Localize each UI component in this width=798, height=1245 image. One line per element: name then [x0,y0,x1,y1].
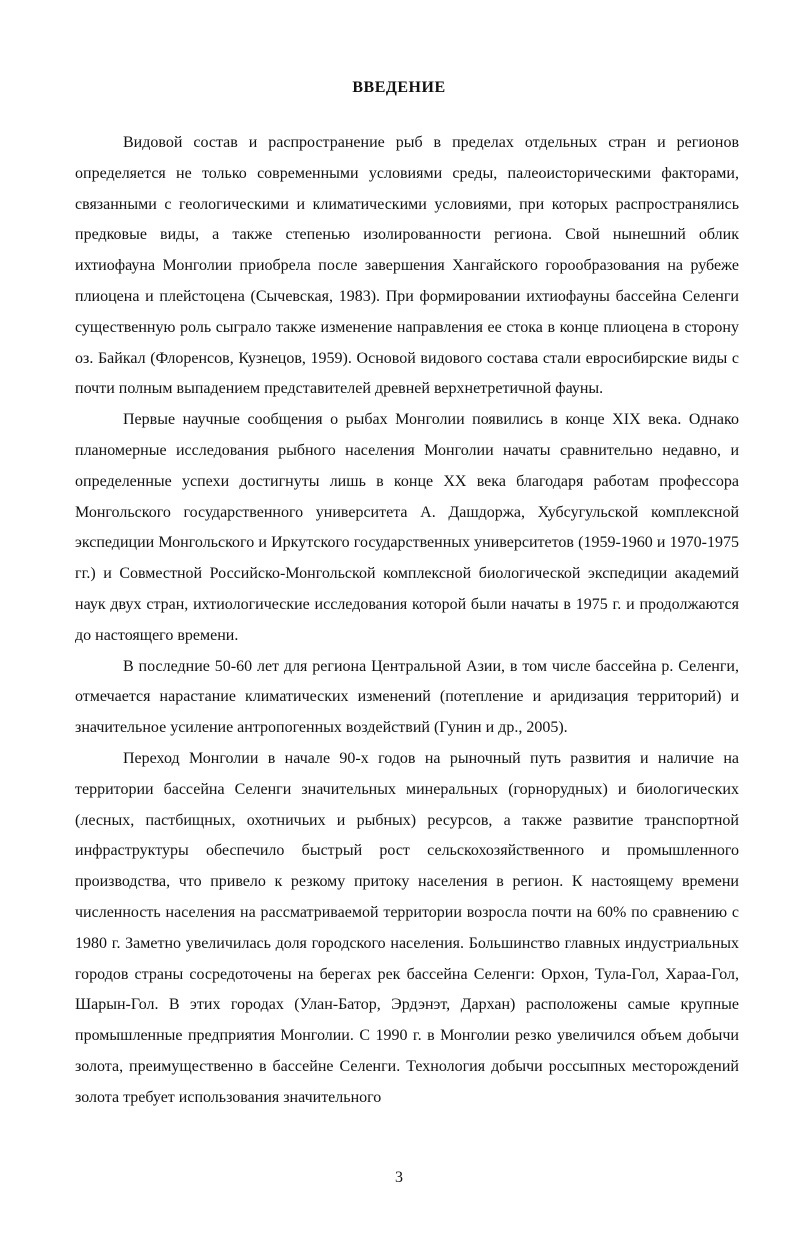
page-number: 3 [395,1169,403,1186]
paragraph-1: Видовой состав и распространение рыб в пределах отдельных стран и регионов определяется не только современными условиями среды, палеоисторическими факторами, связанными с геологическими и климатическими условиями, при которых распространялись предковые виды, а также степенью изолированности региона. Свой нынешний облик ихтиофауна Монголии приобрела после завершения Хангайского горообразования на рубеже плиоцена и плейстоцена (Сычевская, 1983). При формировании ихтиофауны бассейна Селенги существенную роль сыграло также изменение направления ее стока в конце плиоцена в сторону оз. Байкал (Флоренсов, Кузнецов, 1959). Основой видового состава стали евросибирские виды с почти полным выпадением представителей древней верхнетретичной фауны. [75,134,739,398]
page-title: ВВЕДЕНИЕ [352,79,446,96]
paragraph-4: Переход Монголии в начале 90-х годов на рыночный путь развития и наличие на территории бассейна Селенги значительных минеральных (горнорудных) и биологических (лесных, пастбищных, охотничьих и рыбных) ресурсов, а также развитие транспортной инфраструктуры обеспечило быстрый рост сельскохозяйственного и промышленного производства, что привело к резкому притоку населения в регион. К настоящему времени численность населения на рассматриваемой территории возросла почти на 60% по сравнению с 1980 г. Заметно увеличилась доля городского населения. Большинство главных индустриальных городов страны сосредоточены на берегах рек бассейна Селенги: Орхон, Тула-Гол, Хараа-Гол, Шарын-Гол. В этих городах (Улан-Батор, Эрдэнэт, Дархан) расположены самые крупные промышленные предприятия Монголии. С 1990 г. в Монголии резко увеличился объем добычи золота, преимущественно в бассейне Селенги. Технология добычи россыпных месторождений золота требует использования значительного [75,749,739,1106]
paragraph-2: Первые научные сообщения о рыбах Монголии появились в конце XIX века. Однако планомерные исследования рыбного населения Монголии начаты сравнительно недавно, и определенные успехи достигнуты лишь в конце XX века благодаря работам профессора Монгольского государственного университета А. Дашдоржа, Хубсугульской комплексной экспедиции Монгольского и Иркутского государственных университетов (1959-1960 и 1970-1975 гг.) и Совместной Российско-Монгольской комплексной биологической экспедиции академий наук двух стран, ихтиологические исследования которой были начаты в 1975 г. и продолжаются до настоящего времени. [75,411,739,644]
paragraph-3: В последние 50-60 лет для региона Центральной Азии, в том числе бассейна р. Селенги, отмечается нарастание климатических изменений (потепление и аридизация территорий) и значительное усиление антропогенных воздействий (Гунин и др., 2005). [75,657,739,737]
body-text [75,128,739,1114]
